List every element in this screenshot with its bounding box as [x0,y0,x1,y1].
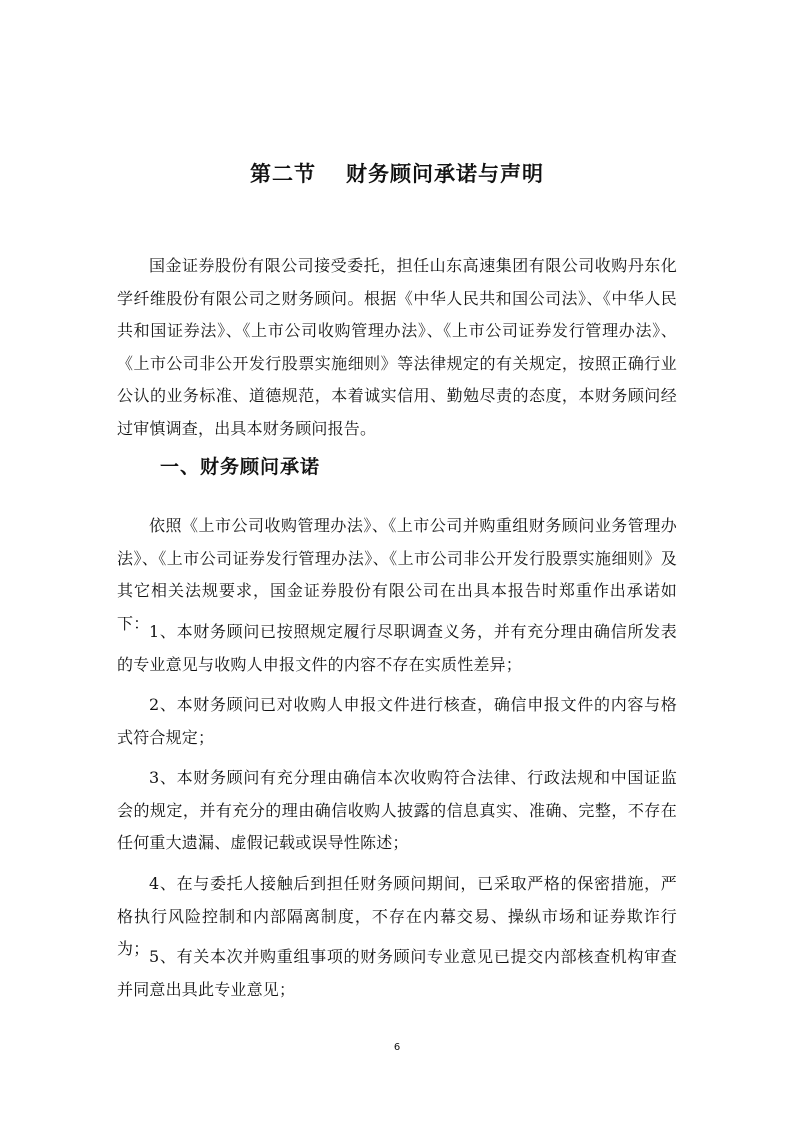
commitment-item-5: 5、有关本次并购重组事项的财务顾问专业意见已提交内部核查机构审查并同意出具此专业意见； [117,947,677,999]
commitment-item-1: 1、本财务顾问已按照规定履行尽职调查义务，并有充分理由确信所发表的专业意见与收购人申报文件的内容不存在实质性差异； [117,622,677,674]
commitment-item-3: 3、本财务顾问有充分理由确信本次收购符合法律、行政法规和中国证监会的规定，并有充分的理由确信收购人披露的信息真实、准确、完整，不存在任何重大遗漏、虚假记载或误导性陈述； [117,768,677,852]
commitment-item-4: 4、在与委托人接触后到担任财务顾问期间，已采取严格的保密措施，严格执行风险控制和内部隔离制度，不存在内幕交易、操纵市场和证券欺诈行为； [117,874,677,958]
commitments-heading: 一、财务顾问承诺 [160,456,321,478]
intro-paragraph: 国金证券股份有限公司接受委托，担任山东高速集团有限公司收购丹东化学纤维股份有限公司之财务顾问。根据《中华人民共和国公司法》、《中华人民共和国证券法》、《上市公司收购管理办法》、《上市公司证券发行管理办法》、《上市公司非公开发行股票实施细则》等法律规定的有关规定，按照正确行业公认的业务标准、道德规范，本着诚实信用、勤勉尽责的态度，本财务顾问经过审慎调查，出具本财务顾问报告。 [117,256,677,438]
commitments-lead-paragraph: 依照《上市公司收购管理办法》、《上市公司并购重组财务顾问业务管理办法》、《上市公司证券发行管理办法》、《上市公司非公开发行股票实施细则》及其它相关法规要求，国金证券股份有限公司在出具本报告时郑重作出承诺如下： [117,516,677,633]
section-title [0,158,794,188]
commitment-item-2: 2、本财务顾问已对收购人申报文件进行核查，确信申报文件的内容与格式符合规定； [117,695,677,747]
section-label: 第二节 [250,162,316,186]
page-number: 6 [393,1042,401,1053]
section-heading: 财务顾问承诺与声明 [346,162,544,186]
